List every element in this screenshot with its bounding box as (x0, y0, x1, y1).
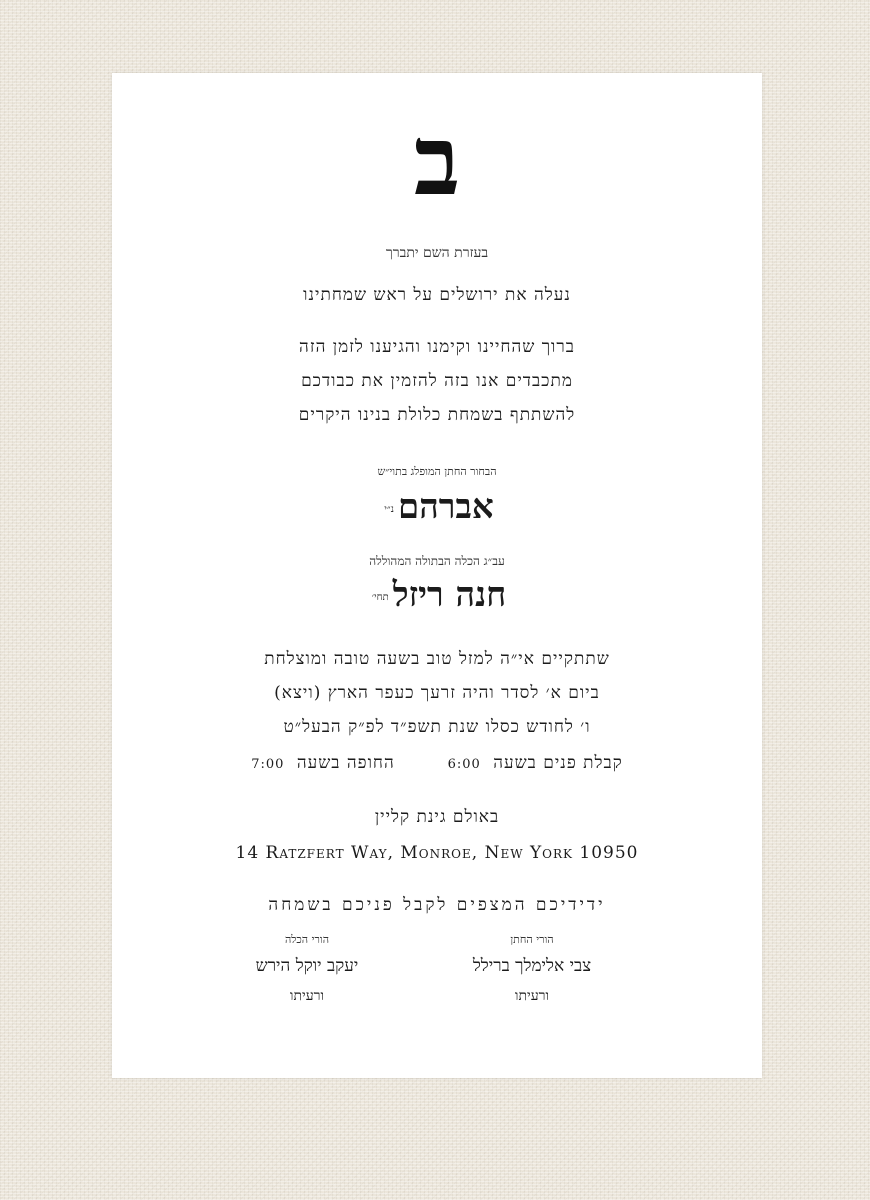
bride-parents-name: יעקב יוקל הירש (255, 956, 359, 976)
bride-title: עב״ג הכלה הבתולה המהוללה (369, 554, 505, 568)
intro-line-1: ברוך שהחיינו וקימנו והגיענו לזמן הזה (299, 337, 575, 357)
bride-suffix: תחי׳ (371, 591, 389, 603)
groom-suffix: נ״י (384, 503, 394, 515)
bride-parents-title: הורי הכלה (284, 933, 330, 946)
groom-parents-name: צבי אלימלך ברילל (472, 956, 592, 976)
intro-line-2: מתכבדים אנו בזה להזמין את כבודכם (301, 371, 573, 391)
groom-name: אברהם (397, 487, 494, 527)
monogram-letter: ב (413, 104, 461, 217)
closing-line: ידידיכם המצפים לקבל פניכם בשמחה (268, 895, 606, 915)
bride-name-line (112, 575, 762, 615)
groom-name-line (112, 487, 762, 527)
bride-parents-wife: ורעיתו (289, 988, 325, 1004)
venue-name: באולם גינת קליין (374, 807, 500, 827)
reception-time: 6:00 (447, 757, 481, 772)
groom-parents-title: הורי החתן (510, 933, 554, 946)
times-line (112, 753, 762, 773)
reception-label: קבלת פנים בשעה (493, 753, 623, 773)
invitation-heading: בעזרת השם יתברך (385, 245, 489, 261)
date-line-1: שתתקיים אי״ה למזל טוב בשעה טובה ומוצלחת (264, 649, 610, 669)
chuppah-time: 7:00 (251, 757, 285, 772)
invitation-card (112, 73, 762, 1078)
groom-parents (432, 933, 632, 1005)
verse-line: נעלה את ירושלים על ראש שמחתינו (303, 285, 571, 305)
bride-name: חנה ריזל (392, 575, 507, 615)
bride-parents (207, 933, 407, 1005)
date-line-2: ביום א׳ לסדר והיה זרעך כעפר הארץ (ויצא) (274, 683, 600, 703)
chuppah-label: החופה בשעה (296, 753, 395, 773)
groom-title: הבחור החתן המופלג בתוי״ש (377, 465, 497, 478)
venue-address: 14 Ratzfert Way, Monroe, New York 10950 (235, 843, 639, 863)
intro-line-3: להשתתף בשמחת כלולת בנינו היקרים (298, 405, 576, 425)
date-line-3: ו׳ לחודש כסלו שנת תשפ״ד לפ״ק הבעל״ט (283, 717, 591, 737)
groom-parents-wife: ורעיתו (514, 988, 550, 1004)
